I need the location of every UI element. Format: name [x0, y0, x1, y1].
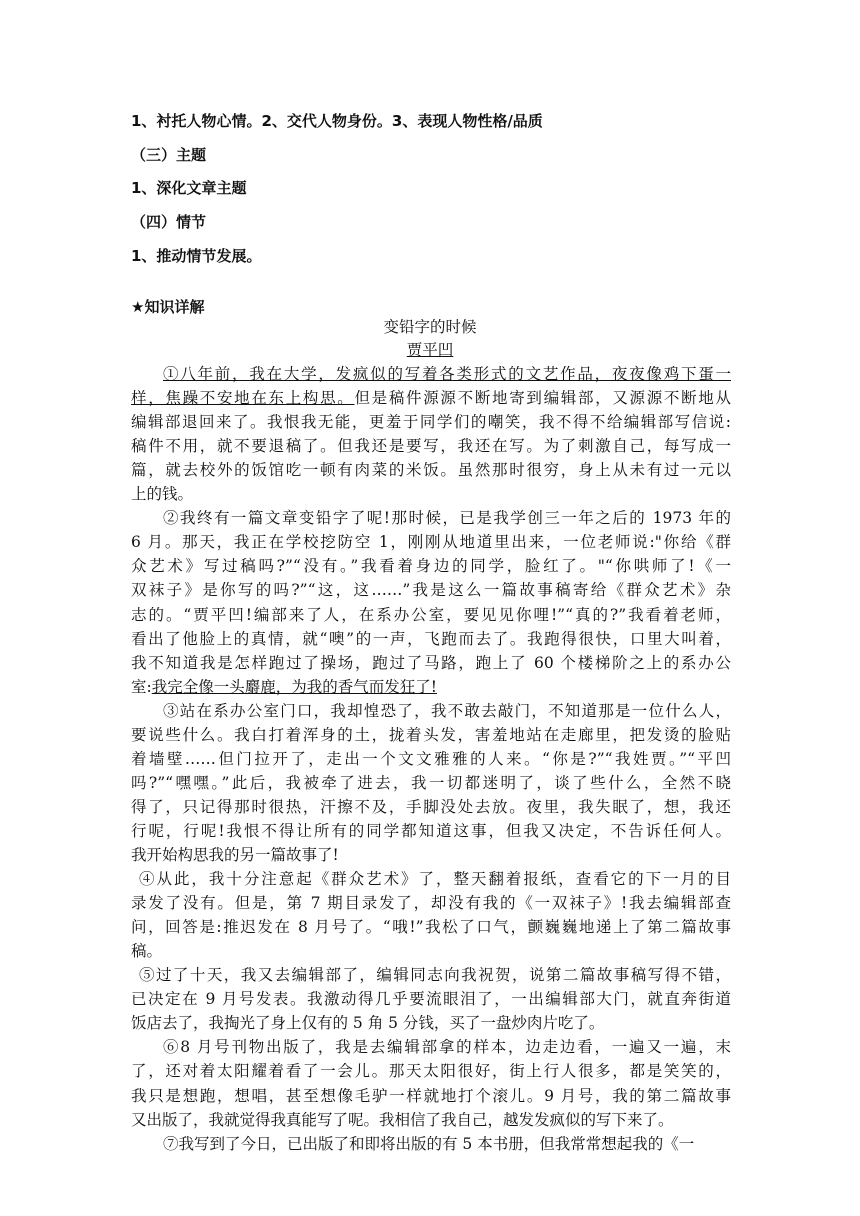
paragraph-line	[163, 506, 731, 530]
line-text: 篇，就去校外的饭馆吃一顿有肉菜的米饭。虽然那时很穷，身上从未有过一元以	[131, 461, 731, 479]
line-text: 又出版了，我就觉得我真能写了呢。我相信了我自己，越发发疯似的写下来了。	[131, 1111, 674, 1129]
paragraph-line	[163, 699, 731, 723]
line-text: 编辑部退回来了。我恨我无能，更羞于同学们的嘲笑，我不得不给编辑部写信说:	[131, 413, 731, 431]
line-text: 但是稿件源源不断地寄到编辑部，又源源不断地从	[354, 389, 731, 407]
line-text: 室:	[131, 678, 152, 696]
line-text: 上的钱。	[131, 485, 194, 503]
paragraph-line	[163, 1132, 731, 1156]
paragraph-line	[131, 1059, 731, 1083]
line-text: 已决定在 9 月号发表。我激动得几乎要流眼泪了，一出编辑部大门，就直奔街道	[131, 990, 731, 1008]
line-text: 稿。	[131, 942, 163, 960]
paragraph-line	[131, 578, 731, 602]
paragraph-line	[131, 410, 731, 434]
line-text: 稿件不用，就不要退稿了。但我还是要写，我还在写。为了刺激自己，每写成一	[131, 437, 731, 455]
underlined-text: 样，焦躁不安地在东上构思。	[131, 389, 355, 407]
line-text: 着墙壁……但门拉开了，走出一个文文雅雅的人来。“你是?”“我姓贾。”“平凹	[131, 750, 731, 768]
paragraph-line	[131, 603, 731, 627]
line-text: 我只是想跑，想唱，甚至想像毛驴一样就地打个滚儿。9 月号，我的第二篇故事	[131, 1087, 731, 1105]
paragraph-line	[131, 915, 731, 939]
paragraph-line	[131, 1011, 731, 1035]
paragraph-line	[131, 795, 731, 819]
paragraph-line	[131, 554, 731, 578]
paragraph-line	[163, 1035, 731, 1059]
paragraph-line	[163, 362, 731, 386]
paragraph-line	[131, 651, 731, 675]
line-text: 我不知道我是怎样跑过了操场，跑过了马路，跑上了 60 个楼梯阶之上的系办公	[131, 654, 731, 672]
paragraph-line	[139, 963, 731, 987]
paragraph-line	[131, 434, 731, 458]
line-text: 看出了他脸上的真情，就“噢”的一声，飞跑而去了。我跑得很快，口里大叫着，	[131, 630, 731, 648]
line-text: 众艺术》写过稿吗?”“没有。”我看着身边的同学，脸红了。"“你哄师了!《一	[131, 557, 731, 575]
paragraph-line	[131, 627, 731, 651]
line-text: 问，回答是:推迟发在 8 月号了。“哦!”我松了口气，颤巍巍地递上了第二篇故事	[131, 918, 731, 936]
line-text: 志的。“贾平凹!编部来了人，在系办公室，要见见你哩!”“真的?”我看着老师，	[131, 606, 731, 624]
note-line-3: 1、推动情节发展。	[131, 247, 262, 265]
line-text: 要说些什么。我白打着浑身的土，拢着头发，害羞地站在走廊里，把发烫的脸贴	[131, 726, 731, 744]
paragraph-line	[131, 771, 731, 795]
paragraph-line	[131, 675, 731, 699]
line-text: 6 月。那天，我正在学校挖防空 1，刚刚从地道里出来，一位老师说:"你给《群	[131, 533, 731, 551]
line-text: ⑤过了十天，我又去编辑部了，编辑同志向我祝贺，说第二篇故事稿写得不错，	[139, 966, 731, 984]
line-text: 行呢，行呢!我恨不得让所有的同学都知道这事，但我又决定，不告诉任何人。	[131, 822, 731, 840]
paragraph-line	[131, 1108, 731, 1132]
line-text: ②我终有一篇文章变铅字了呢!那时候，已是我学创三一年之后的 1973 年的	[163, 509, 731, 527]
line-text: 录发了没有。但是，第 7 期目录发了，却没有我的《一双袜子》!我去编辑部查	[131, 894, 731, 912]
paragraph-line	[131, 530, 731, 554]
paragraph-line	[131, 843, 731, 867]
paragraph-line	[131, 1084, 731, 1108]
line-text: 得了，只记得那时很热，汗擦不及，手脚没处去放。夜里，我失眠了，想，我还	[131, 798, 731, 816]
underlined-text: ①八年前，我在大学，发疯似的写着各类形式的文艺作品，夜夜像鸡下蛋一	[163, 365, 731, 383]
paragraph-line	[131, 939, 731, 963]
paragraph-line	[131, 723, 731, 747]
line-text: 吗?”“嘿嘿。”此后，我被牵了进去，我一切都迷明了，谈了些什么，全然不晓	[131, 774, 731, 792]
article-title: 变铅字的时候	[383, 318, 477, 336]
paragraph-line	[131, 458, 731, 482]
paragraph-line	[131, 819, 731, 843]
line-text: 我开始构思我的另一篇故事了!	[131, 846, 339, 864]
subheading-plot: （四）情节	[131, 213, 207, 231]
section-heading: ★知识详解	[131, 298, 205, 316]
paragraph-line	[131, 386, 731, 410]
paragraph-line	[131, 987, 731, 1011]
line-text: ③站在系办公室门口，我却惶恐了，我不敢去敲门，不知道那是一位什么人，	[163, 702, 731, 720]
subheading-theme: （三）主题	[131, 146, 207, 164]
underlined-text: 我完全像一头麝鹿，为我的香气而发狂了!	[151, 678, 437, 696]
paragraph-line	[131, 482, 731, 506]
article-author: 贾平凹	[406, 341, 454, 359]
paragraph-line	[131, 891, 731, 915]
line-text: ④从此，我十分注意起《群众艺术》了，整天翻着报纸，查看它的下一月的目	[139, 870, 731, 888]
paragraph-line	[139, 867, 731, 891]
line-text: 了，还对着太阳耀着看了一会儿。那天太阳很好，街上行人很多，都是笑笑的，	[131, 1062, 731, 1080]
line-text: 双袜子》是你写的吗?”“这，这……”我是这么一篇故事稿寄给《群众艺术》杂	[131, 581, 731, 599]
note-line-1: 1、衬托人物心情。2、交代人物身份。3、表现人物性格/品质	[131, 112, 543, 130]
note-line-2: 1、深化文章主题	[131, 179, 247, 197]
line-text: ⑥8 月号刊物出版了，我是去编辑部拿的样本，边走边看，一遍又一遍，末	[163, 1038, 731, 1056]
line-text: ⑦我写到了今日，已出版了和即将出版的有 5 本书册，但我常常想起我的《一	[163, 1135, 695, 1153]
line-text: 饭店去了，我掏光了身上仅有的 5 角 5 分钱，买了一盘炒肉片吃了。	[131, 1014, 605, 1032]
paragraph-line	[131, 747, 731, 771]
